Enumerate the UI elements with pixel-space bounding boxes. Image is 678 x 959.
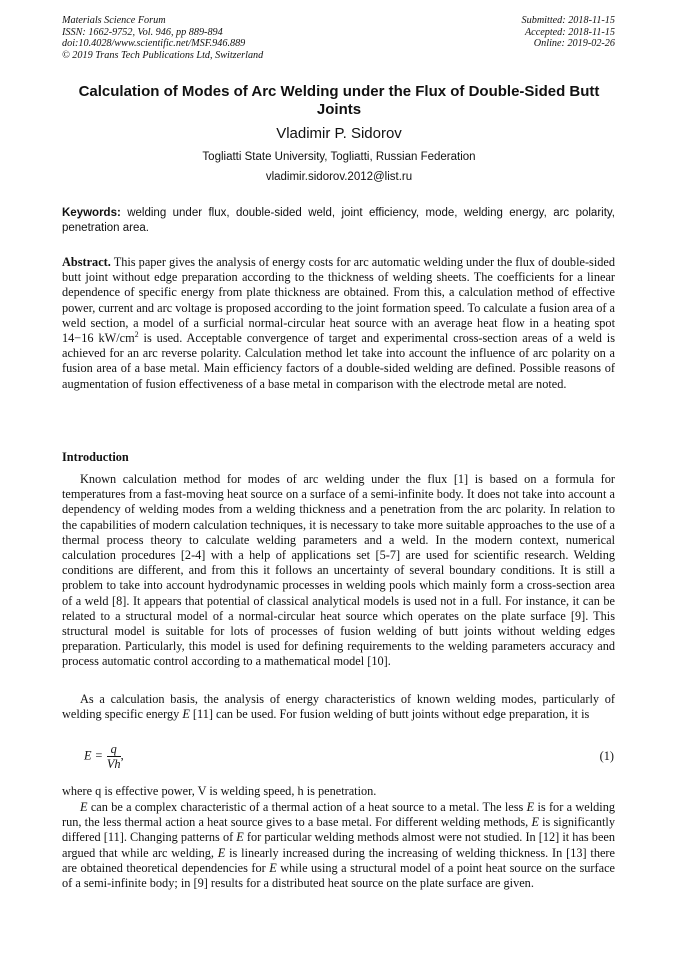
equation-numerator: q [107, 742, 121, 757]
abstract-label: Abstract. [62, 255, 111, 269]
submitted-date: Submitted: 2018-11-15 [521, 15, 615, 26]
p4-part: E [531, 815, 539, 830]
p2-text-a: As a calculation basis, the analysis of energy characteristics of known welding modes, particularly of welding specific energy [62, 692, 615, 722]
p2-text-b: [11] can be used. For fusion welding of butt joints without edge preparation, it is [189, 707, 590, 722]
intro-paragraph-1: Known calculation method for modes of arc welding under the flux [1] is based on a formula for temperatures from a fast-moving heat source on a surface of a semi-infinite body. It does not take into account a dependency of welding modes from a welding thickness and a penetration from the arc polarity. In relation to the capabilities of modern calculation techniques, it is necessary to take more suitable approaches to the use of a thermal process theory to calculate welding parameters and a weld. In the modern context, numerical calculation procedures [2-4] with a help of applications set [5-7] are used for scientific research. Welding conditions are different, and from this it follows an uncertainty of several boundary conditions. It is still a problem to take into account hydrodynamic processes in welding pools which mainly form a cross-section area of a weld [8]. It appears that potential of classical analytical models is used not in a full. For instance, it can be related to a structural model of a normal-circular heat source which operates on the plate surface [9]. This structural model is suitable for lots of processes of fusion welding of butt joints without welding edges preparation. Particularly, this model is used for defining requirements to the welding parameters accuracy and process automatic control according to a mathematical model [10]. [62, 472, 615, 669]
author-email[interactable]: vladimir.sidorov.2012@list.ru [265, 171, 413, 183]
p4-part: E [80, 800, 88, 814]
paper-title: Calculation of Modes of Arc Welding under the Flux of Double-Sided Butt Joints [78, 83, 600, 118]
p4-part: can be a complex characteristic of a thermal action of a heat source to a metal. The less [87, 800, 527, 814]
p4-part: E [236, 830, 244, 845]
keywords-text: welding under flux, double-sided weld, joint efficiency, mode, welding energy, arc polarity, penetration area. [62, 207, 615, 234]
header-right [522, 15, 615, 50]
p4-part: is significantly differed [11]. Changing patterns of [62, 815, 615, 845]
equation-fraction [107, 742, 121, 771]
equation-denominator: Vh [106, 757, 121, 771]
header-left [62, 15, 263, 61]
doi: doi:10.4028/www.scientific.net/MSF.946.889 [62, 38, 246, 50]
keywords-label: Keywords: [62, 207, 121, 219]
abstract [62, 255, 615, 392]
online-date: Online: 2019-02-26 [533, 38, 615, 50]
equation-lhs: E = [84, 748, 103, 763]
abstract-superscript: 2 [134, 329, 139, 339]
abstract-text-b: is used. Acceptable convergence of target and experimental cross-section areas of a weld is achieved for an arc reverse polarity. Calculation method let take into account the influence of arc polarity on a fusion area of a base metal. Main efficiency factors of a double-sided welding are defined. Possible reasons of augmentation of fusion effectiveness of a base metal in comparison with the electrode metal are noted. [62, 331, 615, 391]
section-heading-introduction: Introduction [62, 450, 129, 464]
intro-paragraph-3: where q is effective power, V is welding speed, h is penetration. [62, 784, 377, 798]
p4-part: for particular welding methods almost were not studied. In [12] it has been argued that while arc welding, [62, 830, 616, 860]
p4-part: while using a structural model of a point heat source on the surface of a semi-infinite body; in [9] results for a distributed heat source on the plate surface are given. [62, 860, 615, 891]
issn: ISSN: 1662-9752, Vol. 946, pp 889-894 [62, 26, 223, 38]
p4-part: E [217, 845, 226, 860]
accepted-date: Accepted: 2018-11-15 [524, 26, 615, 38]
p4-part: E [526, 800, 535, 814]
p4-part: is linearly increased during the increasing of welding thickness. In [13] there are obtained theoretical dependencies for [62, 845, 615, 875]
affiliation: Togliatti State University, Togliatti, Russian Federation [202, 151, 476, 163]
keywords [62, 206, 615, 236]
equation-1 [84, 742, 124, 771]
equation-comma: , [120, 748, 124, 763]
p4-part: is for a welding run, the less thermal action a heat source gives to a base metal. For different welding methods, [62, 800, 615, 830]
p2-symbol-E: E [182, 707, 190, 722]
abstract-text-a: This paper gives the analysis of energy costs for arc automatic welding under the flux of double-sided butt joint without edge preparation according to the thickness of welding sheets. The coefficients for a linear dependence of specific energy from plate thickness are obtained. From this, a calculation method of effective power, current and arc voltage is proposed according to the joint formation speed. To calculate a fusion area of a weld section, a model of a surficial normal-circular heat source with an average heat flow in a heating spot 14−16 kW/cm [62, 255, 615, 346]
author-name: Vladimir P. Sidorov [276, 125, 402, 142]
journal-name: Materials Science Forum [62, 15, 166, 26]
intro-paragraph-2 [62, 692, 615, 722]
equation-number: (1) [599, 749, 614, 763]
p4-part: E [269, 860, 277, 875]
copyright: © 2019 Trans Tech Publications Ltd, Switzerland [62, 49, 264, 61]
intro-paragraph-4 [62, 800, 615, 891]
